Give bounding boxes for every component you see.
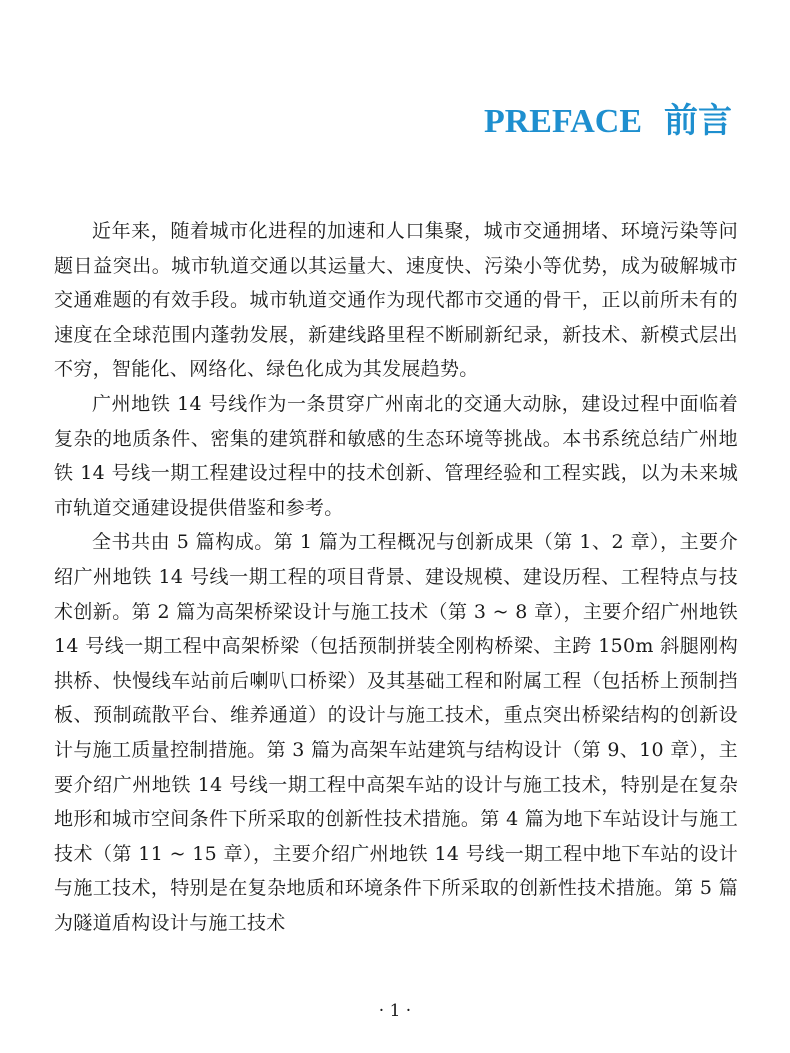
paragraph-2: 广州地铁 14 号线作为一条贯穿广州南北的交通大动脉，建设过程中面临着复杂的地质条件、密集的建筑群和敏感的生态环境等挑战。本书系统总结广州地铁 14 号线一期工程建设过程中的技术创新、管理经验和工程实践，以为未来城市轨道交通建设提供借鉴和参考。 xyxy=(54,392,738,519)
preface-body xyxy=(54,214,738,940)
page-title xyxy=(484,100,732,144)
paragraph-1: 近年来，随着城市化进程的加速和人口集聚，城市交通拥堵、环境污染等问题日益突出。城市轨道交通以其运量大、速度快、污染小等优势，成为破解城市交通难题的有效手段。城市轨道交通作为现代都市交通的骨干，正以前所未有的速度在全球范围内蓬勃发展，新建线路里程不断刷新纪录，新技术、新模式层出不穷，智能化、网络化、绿色化成为其发展趋势。 xyxy=(54,220,738,381)
page-number: · 1 · xyxy=(378,1001,412,1021)
paragraph-3: 全书共由 5 篇构成。第 1 篇为工程概况与创新成果（第 1、2 章），主要介绍广州地铁 14 号线一期工程的项目背景、建设规模、建设历程、工程特点与技术创新。第 2 篇为高架桥梁设计与施工技术（第 3 ~ 8 章），主要介绍广州地铁 14 号线一期工程中高架桥梁（包括预制拼装全刚构桥梁、主跨 150m 斜腿刚构拱桥、快慢线车站前后喇叭口桥梁）及其基础工程和附属工程（包括桥上预制挡板、预制疏散平台、维养通道）的设计与施工技术，重点突出桥梁结构的创新设计与施工质量控制措施。第 3 篇为高架车站建筑与结构设计（第 9、10 章），主要介绍广州地铁 14 号线一期工程中高架车站的设计与施工技术，特别是在复杂地形和城市空间条件下所采取的创新性技术措施。第 4 篇为地下车站设计与施工技术（第 11 ~ 15 章），主要介绍广州地铁 14 号线一期工程中地下车站的设计与施工技术，特别是在复杂地质和环境条件下所采取的创新性技术措施。第 5 篇为隧道盾构设计与施工技术 xyxy=(54,531,738,934)
page-title-chinese: 前言 xyxy=(664,103,732,140)
page-title-english: PREFACE xyxy=(483,103,642,140)
